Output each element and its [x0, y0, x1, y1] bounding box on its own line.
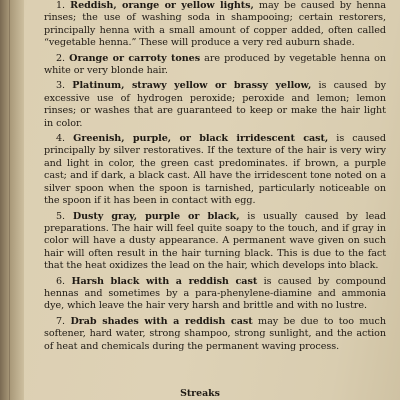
paragraph-item-1: 1. Reddish, orange or yellow lights, may be caused by henna rinses; the use of washing soda in shampooing; certain restorers, principally henna with a small amount of copper added, often called “vegetable henna.” These will produce a very red auburn shade. [44, 0, 386, 49]
item-text: are produced by vegetable henna on white or very blonde hair. [44, 52, 386, 77]
item-text: may be due to too much softener, hard water, strong shampoo, strong sunlight, and the action of heat and chemicals during the permanent waving process. [44, 315, 386, 352]
item-term: Dusty gray, purple or black, [72, 210, 240, 222]
item-term: Reddish, orange or yellow lights, [70, 0, 254, 11]
paragraph-item-7: 7. Drab shades with a reddish cast may be due to too much softener, hard water, strong shampoo, strong sunlight, and the action of heat and chemicals during the permanent waving process. [44, 315, 386, 352]
item-text: may be caused by henna rinses; the use of washing soda in shampooing; certain restorers, principally henna with a small amount of copper added, often called “vegetable henna.” These will produce a very red auburn shade. [44, 0, 386, 49]
paragraph-item-4: 4. Greenish, purple, or black irridescent cast, is caused principally by silver restoratives. If the texture of the hair is very wiry and light in color, the green cast predominates. if brown, a purple cast; and if dark, a black cast. All have the irridescent tone noted on a silver spoon when the spoon is tarnished, particularly noticeable on the spoon if it has been in contact with egg. [44, 133, 387, 207]
item-term: Harsh black with a reddish cast [71, 275, 258, 287]
paragraph-item-2: 2. Orange or carroty tones are produced by vegetable henna on white or very blonde hair. [44, 52, 386, 77]
item-term: Greenish, purple, or black irridescent cast, [73, 133, 329, 145]
paragraph-item-3: 3. Platinum, strawy yellow or brassy yellow, is caused by excessive use of hydrogen peroxide; peroxide and lemon; lemon rinses; or washes that are guaranteed to keep or make the hair light in color. [44, 80, 387, 129]
gutter-edge [9, 0, 10, 400]
section-heading: Streaks [180, 388, 220, 399]
paragraph-item-6: 6. Harsh black with a reddish cast is caused by compound hennas and sometimes by a para-phenylene-diamine and ammonia dye, which leave the hair very harsh and brittle and with no lustre. [44, 275, 387, 312]
item-text: is caused principally by silver restoratives. If the texture of the hair is very wiry and light in color, the green cast predominates. if brown, a purple cast; and if dark, a black cast. All have the irridescent tone noted on a silver spoon when the spoon is tarnished, particularly noticeable on the spoon if it has been in contact with egg. [44, 133, 387, 207]
item-text: is usually caused by lead preparations. The hair will feel quite soapy to the touch, and if gray in color will have a dusty appearance. A permanent wave given on such hair will often result in the hair turning black. This is due to the fact that the heat oxidizes the lead on the hair, which develops into black. [44, 210, 387, 272]
item-text: is caused by compound hennas and sometimes by a para-phenylene-diamine and ammonia dye, which leave the hair very harsh and brittle and with no lustre. [44, 275, 387, 312]
book-gutter [0, 0, 24, 400]
item-term: Platinum, strawy yellow or brassy yellow, [72, 80, 312, 92]
paragraph-item-5: 5. Dusty gray, purple or black, is usually caused by lead preparations. The hair will feel quite soapy to the touch, and if gray in color will have a dusty appearance. A permanent wave given on such hair will often result in the hair turning black. This is due to the fact that the heat oxidizes the lead on the hair, which develops into black. [44, 210, 387, 272]
body-text [44, 0, 386, 356]
item-term: Drab shades with a reddish cast [70, 315, 253, 327]
item-term: Orange or carroty tones [69, 52, 201, 64]
item-text: is caused by excessive use of hydrogen peroxide; peroxide and lemon; lemon rinses; or washes that are guaranteed to keep or make the hair light in color. [44, 80, 387, 129]
